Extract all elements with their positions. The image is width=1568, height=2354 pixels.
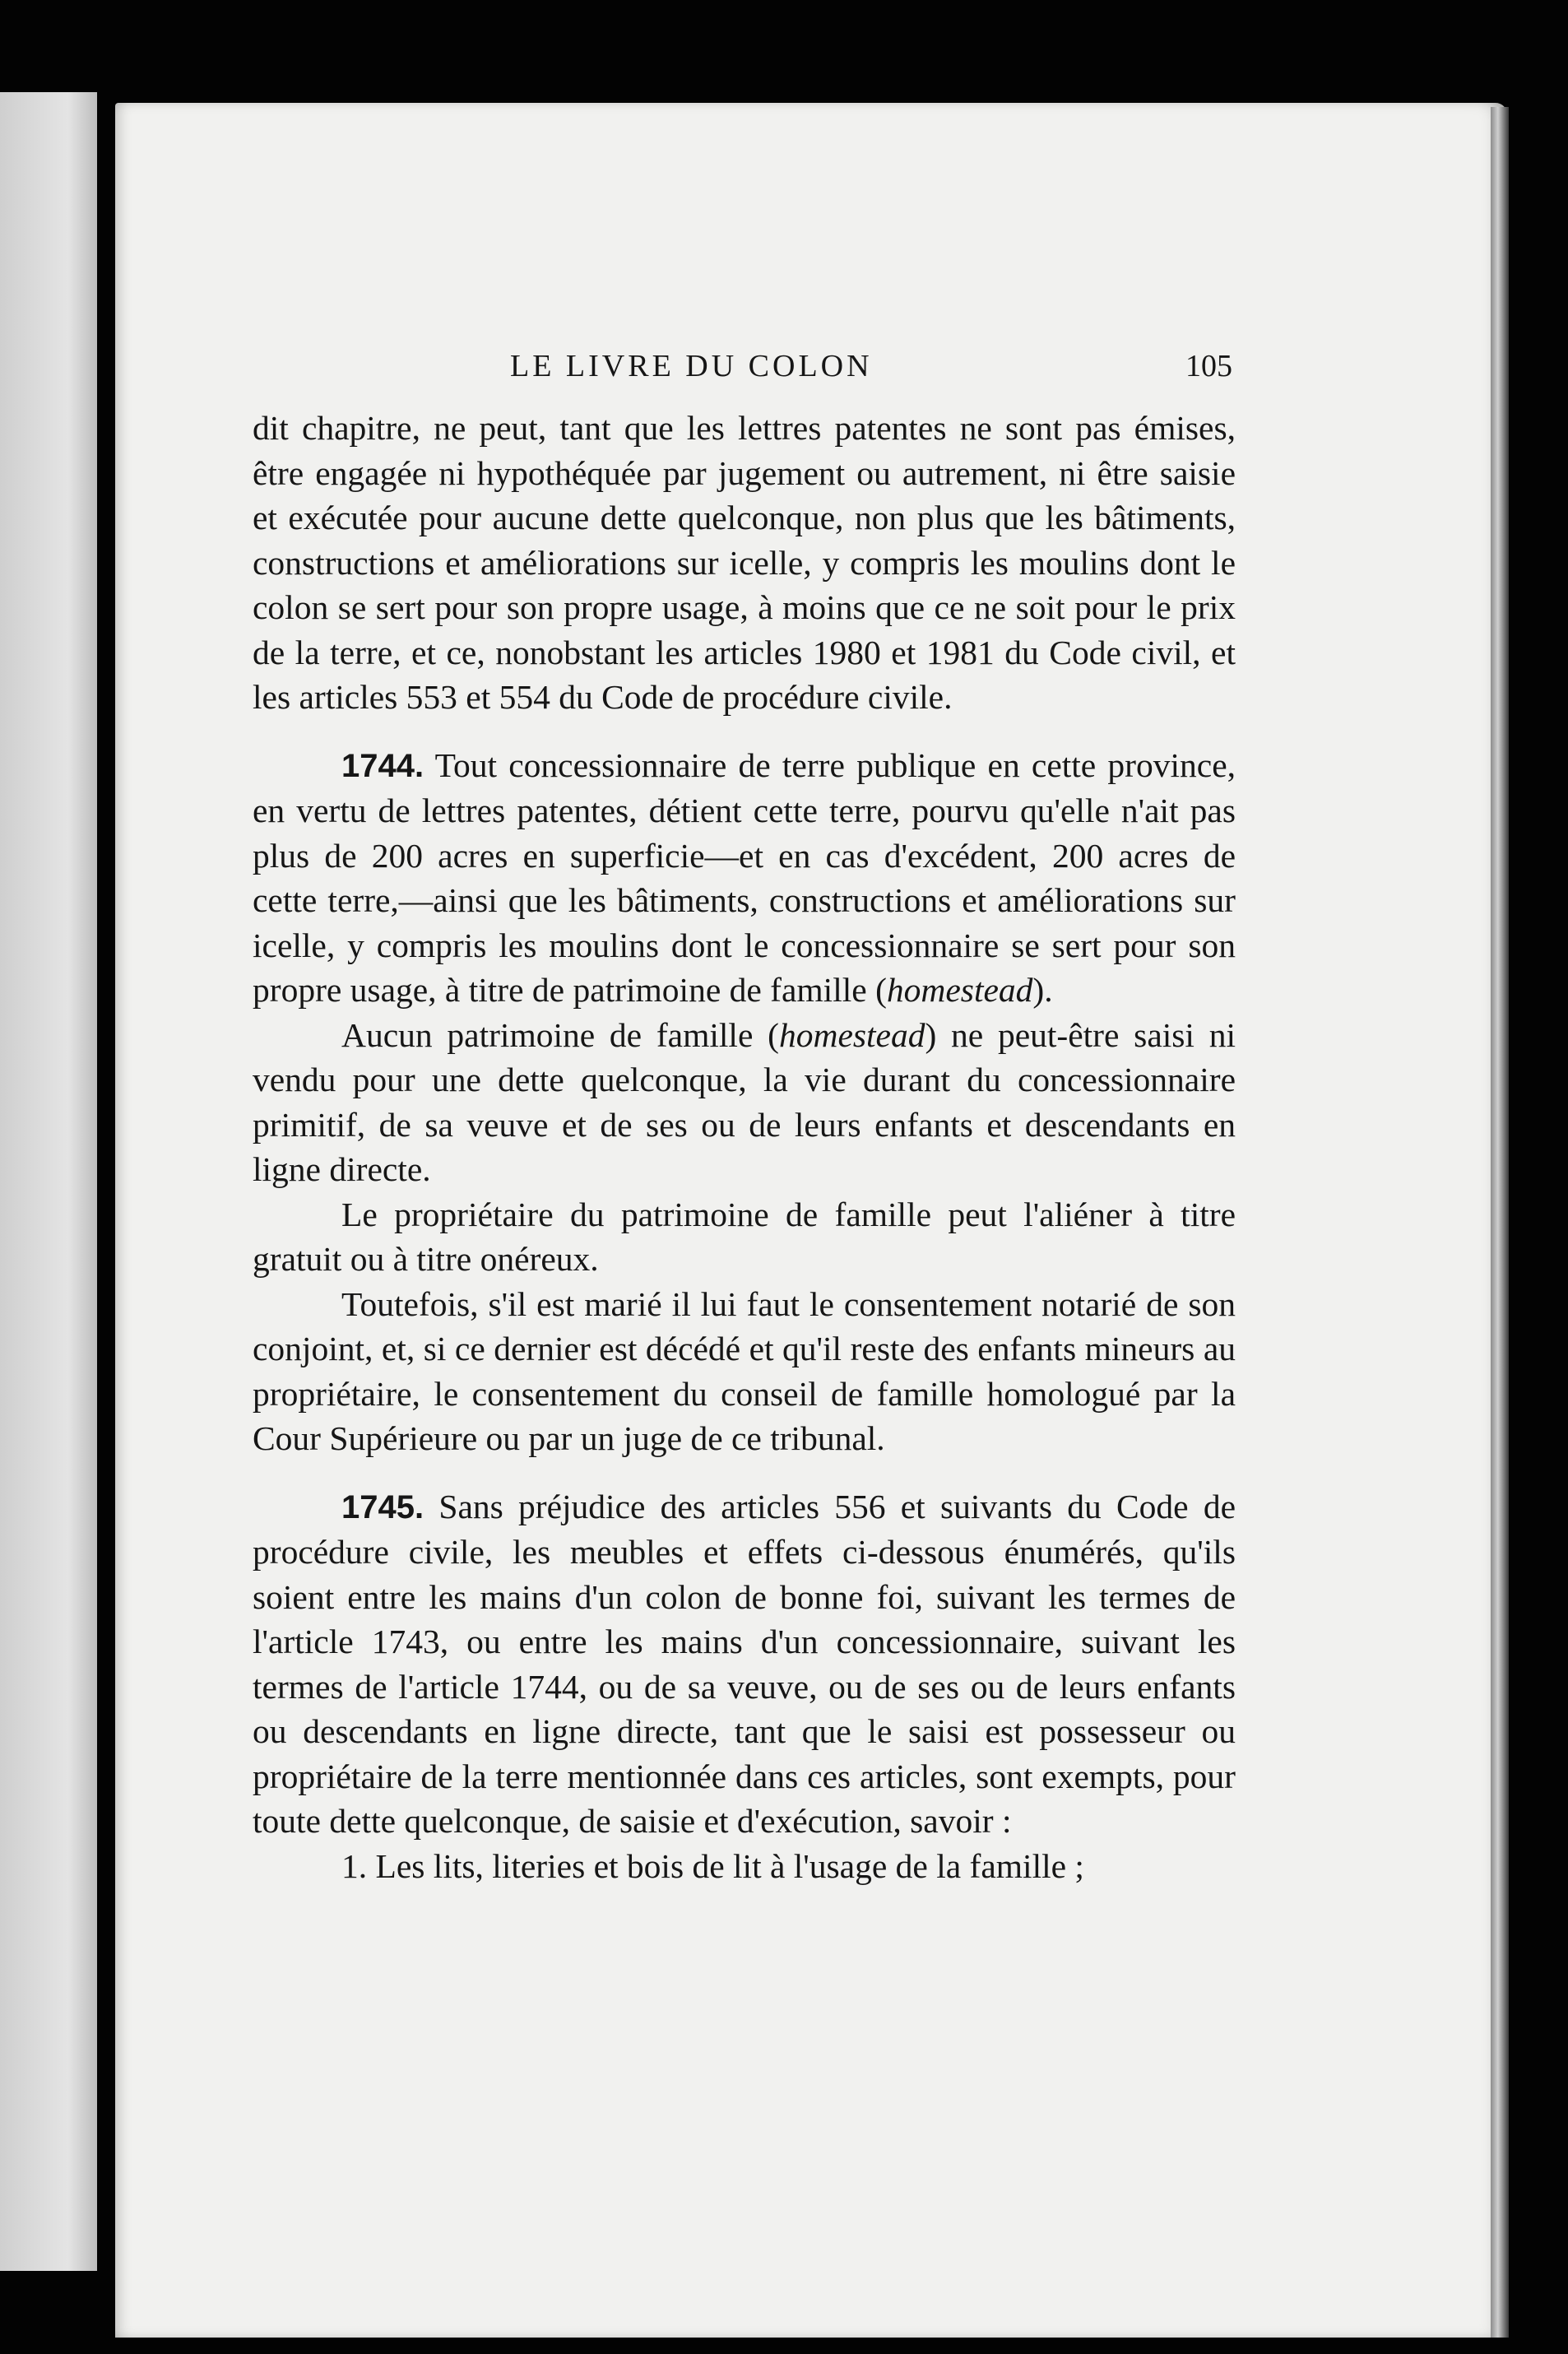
paragraph-text: Toutefois, s'il est marié il lui faut le consentement notarié de son conjoint, et, si ce dernier est décédé et qu'il reste des enfants mineurs au propriétaire, le consentement du conseil de famille homologué par la Cour Supérieure ou par un juge de ce tribunal. [253, 1284, 1236, 1457]
article-number: 1744. [341, 747, 424, 784]
paragraph-continuation [253, 406, 1236, 720]
article-1745 [253, 1484, 1236, 1844]
article-number: 1745. [341, 1488, 424, 1525]
page-header [115, 348, 1507, 397]
paragraph-text: Sans préjudice des articles 556 et suivants du Code de procédure civile, les meubles et effets ci-dessous énumérés, qu'ils soient entre les mains d'un colon de bonne foi, suivant les termes de l'article 1743, ou entre les mains d'un concessionnaire, suivant les termes de l'article 1744, ou de sa veuve, ou de ses ou de leurs enfants ou descendants en ligne directe, tant que le saisi est possesseur ou propriétaire de la terre mentionnée dans ces articles, sont exempts, pour toute dette quelconque, de saisie et d'exécution, savoir : [253, 1487, 1236, 1840]
facing-page-edge [0, 92, 97, 2271]
italic-term: homestead [886, 971, 1033, 1009]
paragraph-homestead-protection [253, 1013, 1236, 1192]
paragraph-text: dit chapitre, ne peut, tant que les lettres patentes ne sont pas émises, être engagée ni hypothéquée par jugement ou autrement, ni être saisie et exécutée pour aucune dette quelconque, non plus que les bâtiments, constructions et améliorations sur icelle, y compris les moulins dont le colon se sert pour son propre usage, à moins que ce ne soit pour le prix de la terre, et ce, nonobstant les articles 1980 et 1981 du Code civil, et les articles 553 et 554 du Code de procédure civile. [253, 409, 1236, 716]
paragraph-alienation [253, 1192, 1236, 1282]
paragraph-text: Le propriétaire du patrimoine de famille peut l'aliéner à titre gratuit ou à titre onéreux. [253, 1195, 1236, 1278]
paragraph-text-end: ). [1032, 971, 1053, 1009]
page-number: 105 [1185, 349, 1232, 383]
paragraph-consent [253, 1282, 1236, 1461]
article-1744 [253, 743, 1236, 1013]
page-body [253, 406, 1236, 1888]
paragraph-text: Aucun patrimoine de famille ( [341, 1015, 779, 1054]
list-item-text: 1. Les lits, literies et bois de lit à l'usage de la famille ; [341, 1846, 1084, 1885]
page-binding-shadow [1491, 107, 1509, 2338]
running-head: LE LIVRE DU COLON [510, 349, 873, 383]
paragraph-text-end: ) ne peut-être saisi ni vendu pour une dette quelconque, la vie durant du concessionnaire primitif, de sa veuve et de ses ou de leurs enfants et descendants en ligne directe. [253, 1015, 1236, 1188]
italic-term: homestead [778, 1015, 925, 1054]
paragraph-text: Tout concessionnaire de terre publique en cette province, en vertu de lettres patentes, détient cette terre, pourvu qu'elle n'ait pas plus de 200 acres en superficie—et en cas d'excédent, 200 acres de cette terre,—ainsi que les bâtiments, constructions et améliorations sur icelle, y compris les moulins dont le concessionnaire se sert pour son propre usage, à titre de patrimoine de famille ( [253, 745, 1236, 1009]
list-item [253, 1844, 1236, 1889]
book-page [115, 103, 1507, 2338]
